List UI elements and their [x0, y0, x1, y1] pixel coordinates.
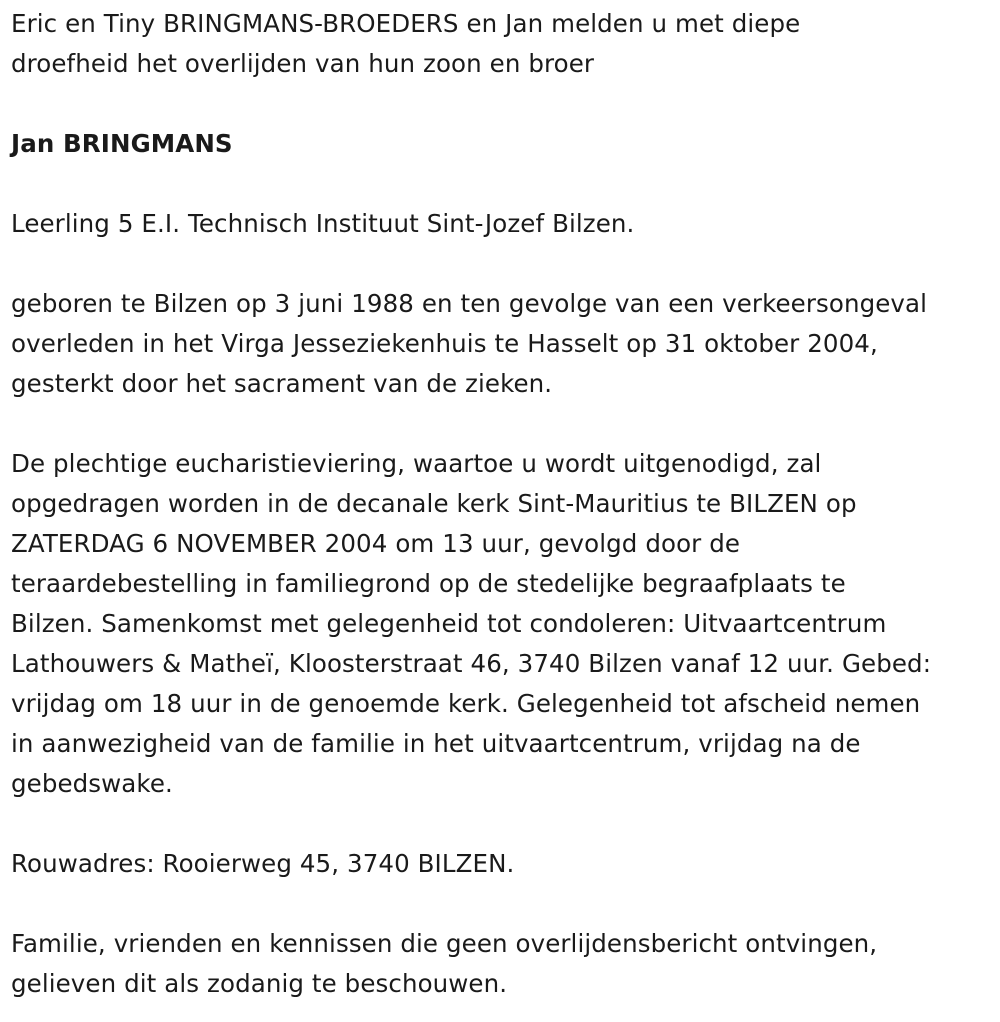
intro-line: Eric en Tiny BRINGMANS-BROEDERS en Jan melden u met diepe — [11, 9, 801, 38]
closing-paragraph — [11, 924, 996, 1004]
ceremony-line: Lathouwers & Matheï, Kloosterstraat 46, 3740 Bilzen vanaf 12 uur. Gebed: — [11, 649, 932, 678]
birth-death-line: gesterkt door het sacrament van de zieken. — [11, 369, 553, 398]
ceremony-line: teraardebestelling in familiegrond op de stedelijke begraafplaats te — [11, 569, 846, 598]
school-line: Leerling 5 E.I. Technisch Instituut Sint-Jozef Bilzen. — [11, 209, 635, 238]
ceremony-line: vrijdag om 18 uur in de genoemde kerk. Gelegenheid tot afscheid nemen — [11, 689, 921, 718]
ceremony-line: opgedragen worden in de decanale kerk Sint-Mauritius te BILZEN op — [11, 489, 857, 518]
ceremony-line: De plechtige eucharistieviering, waartoe u wordt uitgenodigd, zal — [11, 449, 822, 478]
closing-line: Familie, vrienden en kennissen die geen overlijdensbericht ontvingen, — [11, 929, 878, 958]
ceremony-line: gebedswake. — [11, 769, 173, 798]
mourning-address: Rouwadres: Rooierweg 45, 3740 BILZEN. — [11, 849, 515, 878]
obituary-notice — [11, 4, 996, 1004]
birth-death-line: overleden in het Virga Jesseziekenhuis te Hasselt op 31 oktober 2004, — [11, 329, 878, 358]
closing-line: gelieven dit als zodanig te beschouwen. — [11, 969, 508, 998]
ceremony-paragraph — [11, 444, 996, 804]
intro-line: droefheid het overlijden van hun zoon en broer — [11, 49, 595, 78]
birth-death-paragraph — [11, 284, 996, 404]
ceremony-line: ZATERDAG 6 NOVEMBER 2004 om 13 uur, gevolgd door de — [11, 529, 741, 558]
ceremony-line: in aanwezigheid van de familie in het uitvaartcentrum, vrijdag na de — [11, 729, 861, 758]
birth-death-line: geboren te Bilzen op 3 juni 1988 en ten gevolge van een verkeersongeval — [11, 289, 928, 318]
ceremony-line: Bilzen. Samenkomst met gelegenheid tot condoleren: Uitvaartcentrum — [11, 609, 887, 638]
deceased-name: Jan BRINGMANS — [11, 129, 233, 158]
intro-paragraph — [11, 4, 996, 84]
